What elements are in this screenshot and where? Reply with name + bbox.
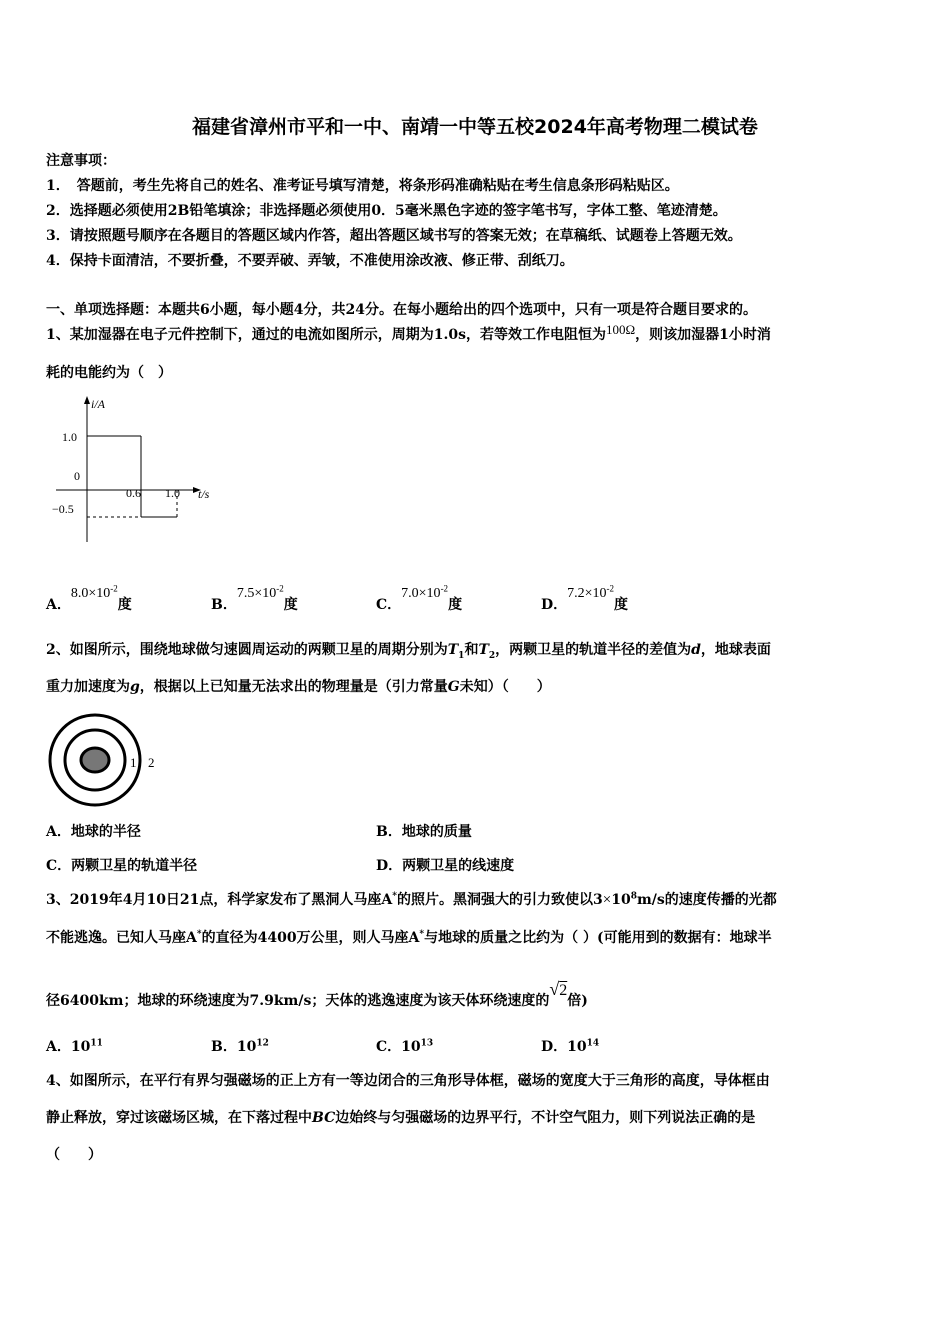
q2-option-d[interactable]: D．两颗卫星的线速度 [376, 858, 515, 874]
q1-option-c[interactable]: C．$7.0\times 10^{-2}$度 [376, 583, 463, 613]
notice-item: 1． 答题前，考生先将自己的姓名、准考证号填写清楚，将条形码准确粘贴在考生信息条形码粘贴区。 [46, 178, 679, 194]
notice-item: 2．选择题必须使用2B铅笔填涂；非选择题必须使用0．5毫米黑色字迹的签字笔书写，字体工整、笔迹清楚。 [46, 203, 727, 219]
orbit-diagram [44, 712, 164, 810]
question-1-text-2: 耗的电能约为（ ） [46, 365, 172, 381]
q1-option-d[interactable]: D．$7.2\times 10^{-2}$度 [541, 583, 629, 613]
q2-option-a[interactable]: A．地球的半径 [46, 824, 141, 840]
q2-option-c[interactable]: C．两颗卫星的轨道半径 [46, 858, 198, 874]
question-3-text: 3、2019年4月10日21点，科学家发布了黑洞人马座A*的照片。黑洞强大的引力致使以$3\times 10^8m/s$的速度传播的光都 [46, 891, 777, 908]
y-tick-label: 1.0 [62, 430, 77, 444]
question-1-text: 1、某加湿器在电子元件控制下，通过的电流如图所示，周期为1.0s，若等效工作电阻恒为100Ω，则该加湿器1小时消 [46, 322, 771, 343]
x-axis-label: t/s [198, 487, 210, 501]
question-4-text-3: （ ） [46, 1147, 102, 1163]
notice-item: 3．请按照题号顺序在各题目的答题区域内作答，超出答题区域书写的答案无效；在草稿纸、试题卷上答题无效。 [46, 228, 742, 244]
resistance-value: 100Ω [605, 322, 636, 337]
question-3-text-3: 径6400km；地球的环绕速度为7.9km/s；天体的逃逸速度为该天体环绕速度的√2倍) [46, 979, 588, 1009]
question-4-text: 4、如图所示，在平行有界匀强磁场的正上方有一等边闭合的三角形导体框，磁场的宽度大于三角形的高度，导体框由 [46, 1073, 770, 1089]
y-axis-label: i/A [91, 397, 105, 411]
question-4-text-2: 静止释放，穿过该磁场区城，在下落过程中BC边始终与匀强磁场的边界平行，不计空气阻力，则下列说法正确的是 [46, 1110, 756, 1126]
current-time-graph [46, 392, 236, 547]
q3-option-d[interactable]: D．$10^{14}$ [541, 1038, 600, 1055]
question-3-text-2: 不能逃逸。已知人马座A*的直径为4400万公里，则人马座A*与地球的质量之比约为（ ）(可能用到的数据有：地球半 [46, 929, 772, 946]
y-tick-label: 0 [74, 469, 80, 483]
x-tick-label: 0.6 [126, 486, 141, 500]
notice-heading: 注意事项： [46, 153, 116, 169]
orbit-label-2: 2 [148, 755, 155, 770]
page-title: 福建省漳州市平和一中、南靖一中等五校2024年高考物理二模试卷 [192, 116, 758, 138]
x-tick-label: 1.0 [165, 486, 180, 500]
earth [81, 748, 109, 772]
q3-option-b[interactable]: B．$10^{12}$ [211, 1038, 269, 1055]
section-heading: 一、单项选择题：本题共6小题，每小题4分，共24分。在每小题给出的四个选项中，只有一项是符合题目要求的。 [46, 302, 757, 318]
notice-item: 4．保持卡面清洁，不要折叠，不要弄破、弄皱，不准使用涂改液、修正带、刮纸刀。 [46, 253, 574, 269]
q3-option-c[interactable]: C．$10^{13}$ [376, 1038, 434, 1055]
q2-option-b[interactable]: B．地球的质量 [376, 824, 472, 840]
question-2-text: 2、如图所示，围绕地球做匀速圆周运动的两颗卫星的周期分别为$T_1$和$T_2$，两颗卫星的轨道半径的差值为d，地球表面 [46, 642, 771, 661]
q1-option-a[interactable]: A．$8.0\times 10^{-2}$度 [46, 583, 132, 613]
y-axis-arrow [84, 396, 90, 404]
graph-marks [87, 436, 177, 517]
q3-option-a[interactable]: A．$10^{11}$ [46, 1038, 103, 1055]
q1-option-b[interactable]: B．$7.5\times 10^{-2}$度 [211, 583, 298, 613]
question-2-text-2: 重力加速度为g，根据以上已知量无法求出的物理量是（引力常量G未知）（ ） [46, 679, 551, 695]
y-tick-label: −0.5 [52, 502, 74, 516]
orbit-label-1: 1 [130, 755, 137, 770]
